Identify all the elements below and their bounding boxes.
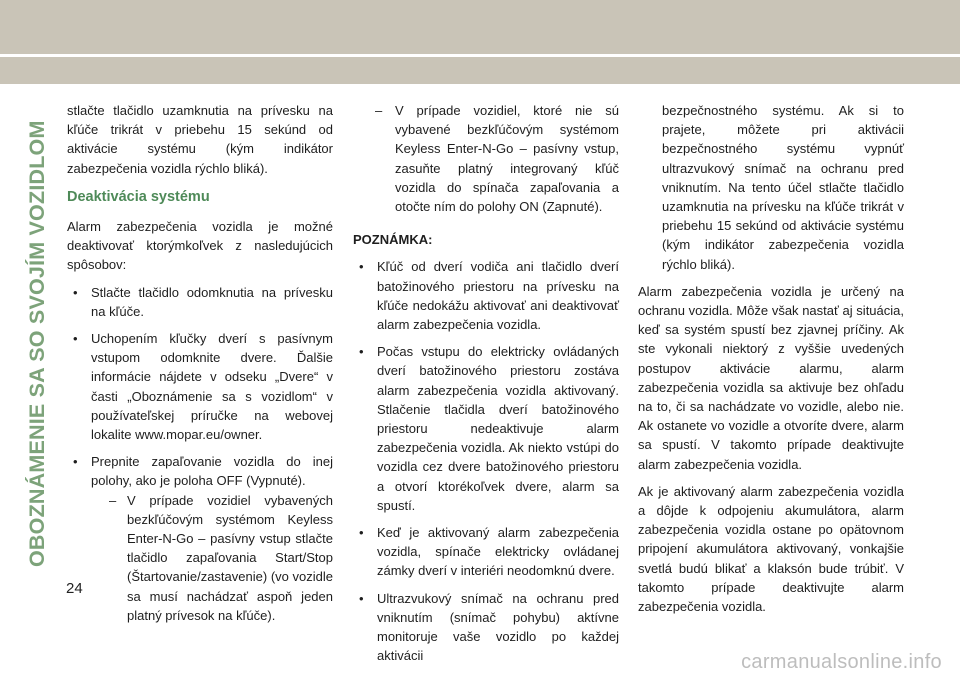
list-item-continued — [638, 101, 904, 274]
list-item-text: Prepnite zapaľovanie vozidla do inej polohy, ako je poloha OFF (Vypnuté). — [91, 454, 333, 489]
dash-item: – V prípade vozidiel vybavených bezkľúčovým systémom Keyless Enter-N-Go – pasívny vstup stlačte tlačidlo zapaľovania Start/Stop (Štartovanie/zastavenie) (vo vozidle sa musí nachádzať aspoň jeden platný prívesok na kľúče). — [91, 491, 333, 625]
column-middle — [353, 101, 619, 673]
dash-item: – V prípade vozidiel, ktoré nie sú vybavené bezkľúčovým systémom Keyless Enter-N-Go – pasívny vstup, zasuňte platný integrovaný kľúč vozidla do spínača zapaľovania a otočte ním do polohy ON (Zapnuté). — [353, 101, 619, 216]
paragraph: Alarm zabezpečenia vozidla je možné deaktivovať ktorýmkoľvek z nasledujúcich spôsobov: — [67, 219, 333, 273]
header-band — [0, 0, 960, 84]
section-heading: Deaktivácia systému — [67, 188, 210, 205]
list-item — [67, 452, 333, 625]
note-list-continued — [638, 101, 904, 274]
dash-list — [91, 491, 333, 625]
list-item: • Keď je aktivovaný alarm zabezpečenia vozidla, spínače elektricky ovládanej zámky dverí v interiéri neodomknú dvere. — [353, 523, 619, 581]
side-section-title: OBOZNÁMENIE SA SO SVOJÍM VOZIDLOM — [25, 120, 49, 567]
dash-list — [353, 101, 619, 216]
column-right — [638, 101, 904, 624]
list-item: • Počas vstupu do elektricky ovládaných dverí batožinového priestoru zostáva alarm zabezpečenia vozidla aktivovaný. Stlačenie tlačidla dverí batožinového priestoru nedeaktivuje alarm zabezpečenia vozidla. Ak niekto vstúpi do vozidla cez dvere batožinového priestoru a otvorí ktorékoľvek dvere, alarm sa spustí. — [353, 342, 619, 515]
list-item: • Kľúč od dverí vodiča ani tlačidlo dverí batožinového priestoru na prívesku na kľúče nedokážu aktivovať ani deaktivovať alarm zabezpečenia vozidla. — [353, 257, 619, 334]
column-left — [67, 101, 333, 633]
paragraph: Ak je aktivovaný alarm zabezpečenia vozidla a dôjde k odpojeniu akumulátora, alarm zabezpečenia vozidla ostane po opätovnom pripojení akumulátora aktivovaný, vonkajšie svetlá budú blikať a klaksón bude trúbiť. V takomto prípade deaktivujte alarm zabezpečenia vozidla. — [638, 483, 904, 615]
list-item-text: bezpečnostného systému. Ak si to prajete, môžete pri aktivácii bezpečnostného systému vypnúť ultrazvukový snímač na ochranu pred vniknutím. Na tento účel stlačte tlačidlo uzamknutia na prívesku na kľúče trikrát v priebehu 15 sekúnd od aktivácie systému (kým indikátor zabezpečenia vozidla rýchlo bliká). — [662, 103, 904, 272]
list-item: • Uchopením kľučky dverí s pasívnym vstupom odomknite dvere. Ďalšie informácie nájdete v odseku „Dvere“ v časti „Oboznámenie sa s vozidlom“ v používateľskej príručke na webovej lokalite www.mopar.eu/owner. — [67, 329, 333, 444]
note-list — [353, 257, 619, 665]
site-watermark: carmanualsonline.info — [741, 651, 942, 673]
header-rule — [0, 54, 960, 57]
note-heading: POZNÁMKA: — [353, 232, 433, 248]
paragraph: stlačte tlačidlo uzamknutia na prívesku na kľúče trikrát v priebehu 15 sekúnd od aktivácie systému (kým indikátor zabezpečenia vozidla rýchlo bliká). — [67, 103, 333, 176]
page-number: 24 — [66, 580, 83, 597]
list-item: • Ultrazvukový snímač na ochranu pred vniknutím (snímač pohybu) aktívne monitoruje vaše vozidlo po každej aktivácii — [353, 589, 619, 666]
paragraph: Alarm zabezpečenia vozidla je určený na ochranu vozidla. Môže však nastať aj situácia, keď sa systém spustí bez zjavnej príčiny. Ak ste vykonali niektorý z vyššie uvedených postupov aktivácie alarmu, alarm zabezpečenia vozidla sa aktivuje bez ohľadu na to, či sa nachádzate vo vozidle, alebo nie. Ak ostanete vo vozidle a otvoríte dvere, alarm sa spustí. V takomto prípade deaktivujte alarm zabezpečenia vozidla. — [638, 283, 904, 472]
list-item: • Stlačte tlačidlo odomknutia na prívesku na kľúče. — [67, 283, 333, 321]
bullet-list — [67, 283, 333, 625]
